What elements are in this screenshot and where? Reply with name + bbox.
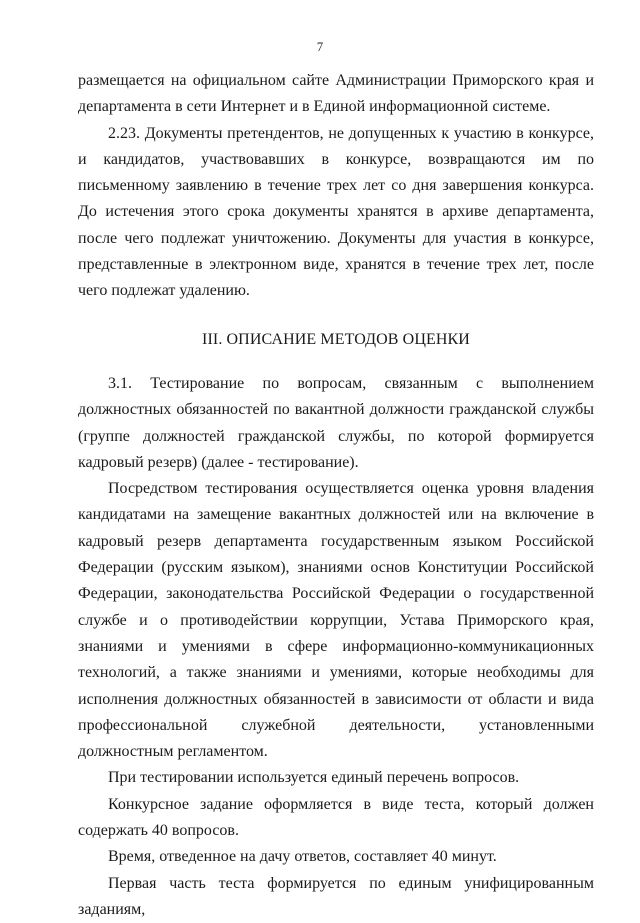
- paragraph-2-23: 2.23. Документы претендентов, не допущенных к участию в конкурсе, и кандидатов, участвовавших в конкурсе, возвращаются им по письменному заявлению в течение трех лет со дня завершения конкурса. До истечения этого срока документы хранятся в архиве департамента, после чего подлежат уничтожению. Документы для участия в конкурсе, представленные в электронном виде, хранятся в течение трех лет, после чего подлежат удалению.: [78, 124, 594, 300]
- paragraph-testing-purpose: Посредством тестирования осуществляется оценка уровня владения кандидатами на замещение вакантных должностей или на включение в кадровый резерв департамента государственным языком Российской Федерации (русским языком), знаниями основ Конституции Российской Федерации, законодательства Российской Федерации о государственной службе и о противодействии коррупции, Устава Приморского края, знаниями и умениями в сфере информационно-коммуникационных технологий, а также знаниями и умениями, которые необходимы для исполнения должностных обязанностей в зависимости от области и вида профессиональной служебной деятельности, установленными должностным регламентом.: [78, 480, 594, 761]
- paragraph-test-form: Конкурсное задание оформляется в виде теста, который должен содержать 40 вопросов.: [78, 795, 594, 840]
- page-number: 7: [316, 40, 324, 54]
- paragraph-first-part: Первая часть теста формируется по единым унифицированным заданиям,: [78, 874, 594, 918]
- document-body: [78, 68, 594, 923]
- section-heading: III. ОПИСАНИЕ МЕТОДОВ ОЦЕНКИ: [202, 330, 470, 348]
- paragraph-single-list: При тестировании используется единый перечень вопросов.: [108, 769, 520, 787]
- paragraph-3-1: 3.1. Тестирование по вопросам, связанным с выполнением должностных обязанностей по вакантной должности гражданской службы (группе должностей гражданской службы, по которой формируется кадровый резерв) (далее - тестирование).: [78, 374, 594, 471]
- paragraph-continuation: размещается на официальном сайте Администрации Приморского края и департамента в сети Интернет и в Единой информационной системе.: [78, 72, 594, 116]
- paragraph-time: Время, отведенное на дачу ответов, составляет 40 минут.: [108, 848, 497, 866]
